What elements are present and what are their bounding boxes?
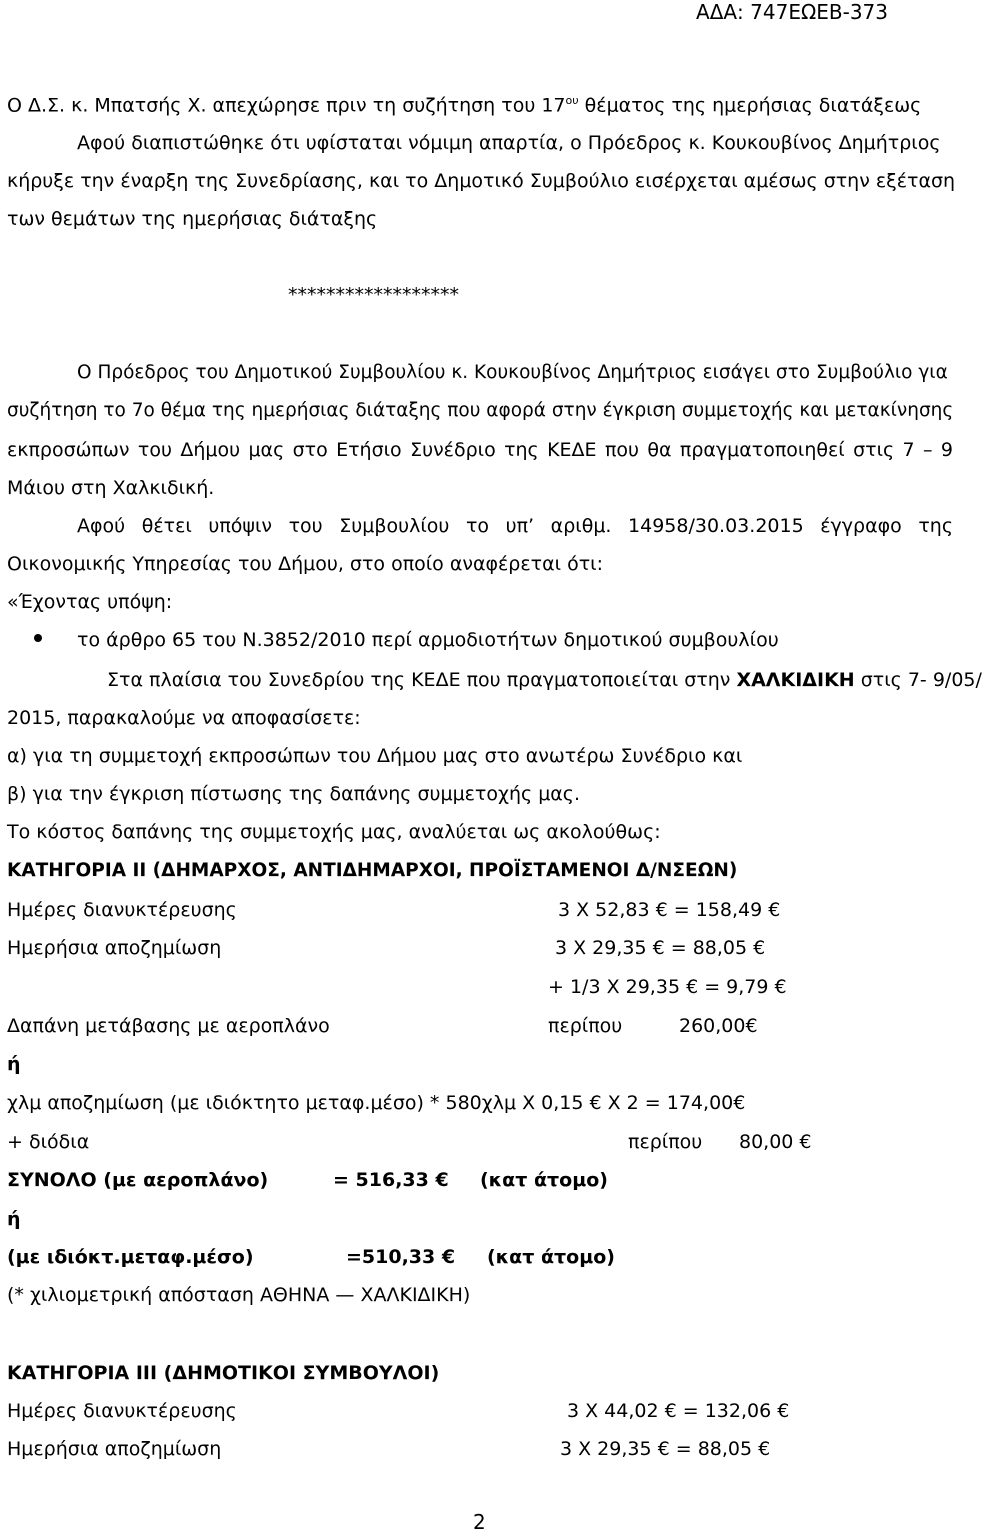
body-p3-post: στις 7- 9/05/ — [854, 669, 982, 691]
body-p1-line-3: εκπροσώπων του Δήμου μας στο Ετήσιο Συνέδριο της ΚΕΔΕ που θα πραγματοποιηθεί στις 7 – 9 — [7, 439, 953, 461]
cat2-footnote: (* χιλιομετρική απόσταση ΑΘΗΝΑ — ΧΑΛΚΙΔΙΚΗ) — [7, 1284, 471, 1306]
body-p3-pre: Στα πλαίσια του Συνεδρίου της ΚΕΔΕ που πραγματοποιείται στην — [107, 669, 737, 691]
bullet-text: το άρθρο 65 του Ν.3852/2010 περί αρμοδιοτήτων δημοτικού συμβουλίου — [77, 629, 779, 651]
cat2-row3-value: + 1/3 Χ 29,35 € = 9,79 € — [548, 976, 787, 998]
considering-label: «Έχοντας υπόψη: — [7, 591, 173, 613]
cat2-row4-label: Δαπάνη μετάβασης με αεροπλάνο — [7, 1015, 330, 1037]
intro-line-2: Αφού διαπιστώθηκε ότι υφίσταται νόμιμη απαρτία, ο Πρόεδρος κ. Κουκουβίνος Δημήτριος — [77, 132, 941, 154]
cat2-total2-label: (με ιδιόκτ.μεταφ.μέσο) — [7, 1246, 254, 1268]
cat2-row2-value: 3 Χ 29,35 € = 88,05 € — [555, 937, 766, 959]
cat3-row1-label: Ημέρες διανυκτέρευσης — [7, 1400, 237, 1422]
body-p3-line-1 — [107, 668, 982, 692]
cat2-or-1: ή — [7, 1053, 21, 1075]
ada-code: ΑΔΑ: 747ΕΩΕΒ-373 — [696, 0, 888, 24]
cat2-total1-note: (κατ άτομο) — [480, 1169, 608, 1191]
intro-line-1 — [7, 89, 921, 117]
cat2-row6-mid: περίπου — [628, 1131, 703, 1153]
cat2-row4-mid: περίπου — [548, 1015, 623, 1037]
body-p1-line-4: Μάιου στη Χαλκιδική. — [7, 477, 215, 499]
body-p2-line-1: Αφού θέτει υπόψιν του Συμβουλίου το υπ’ αριθμ. 14958/30.03.2015 έγγραφο της — [77, 515, 953, 537]
item-a: α) για τη συμμετοχή εκπροσώπων του Δήμου μας στο ανωτέρω Συνέδριο και — [7, 745, 743, 767]
cat2-total2-value: =510,33 € — [346, 1246, 456, 1268]
item-b: β) για την έγκριση πίστωσης της δαπάνης συμμετοχής μας. — [7, 783, 580, 805]
cat2-total1-label: ΣΥΝΟΛΟ (με αεροπλάνο) — [7, 1169, 269, 1191]
body-p2-line-2: Οικονομικής Υπηρεσίας του Δήμου, στο οποίο αναφέρεται ότι: — [7, 553, 603, 575]
intro-line-1-suffix: θέματος της ημερήσιας διατάξεως — [578, 94, 922, 117]
cat2-row2-label: Ημερήσια αποζημίωση — [7, 937, 222, 959]
cat2-or-2: ή — [7, 1208, 21, 1230]
cat2-total2-note: (κατ άτομο) — [487, 1246, 615, 1268]
cat2-row1-value: 3 Χ 52,83 € = 158,49 € — [558, 899, 781, 921]
intro-line-3: κήρυξε την έναρξη της Συνεδρίασης, και το Δημοτικό Συμβούλιο εισέρχεται αμέσως στην εξέταση — [7, 170, 956, 192]
body-p3-line-2: 2015, παρακαλούμε να αποφασίσετε: — [7, 707, 361, 729]
cat3-title: ΚΑΤΗΓΟΡΙΑ ΙΙΙ (ΔΗΜΟΤΙΚΟΙ ΣΥΜΒΟΥΛΟΙ) — [7, 1362, 440, 1384]
intro-line-4: των θεμάτων της ημερήσιας διάταξης — [7, 208, 378, 230]
cat2-total1-value: = 516,33 € — [333, 1169, 449, 1191]
asterisk-separator: ****************** — [288, 284, 459, 306]
cat3-row2-label: Ημερήσια αποζημίωση — [7, 1438, 222, 1460]
cat2-row4-value: 260,00€ — [679, 1015, 758, 1037]
cat2-title: ΚΑΤΗΓΟΡΙΑ ΙΙ (ΔΗΜΑΡΧΟΣ, ΑΝΤΙΔΗΜΑΡΧΟΙ, ΠΡΟΪΣΤΑΜΕΝΟΙ Δ/ΝΣΕΩΝ) — [7, 860, 738, 881]
cat2-row5: χλμ αποζημίωση (με ιδιόκτητο μεταφ.μέσο) * 580χλμ Χ 0,15 € Χ 2 = 174,00€ — [7, 1092, 746, 1114]
cost-intro: Το κόστος δαπάνης της συμμετοχής μας, αναλύεται ως ακολούθως: — [7, 821, 661, 843]
page-number: 2 — [473, 1510, 486, 1534]
bullet-dot — [34, 634, 42, 642]
intro-line-1-prefix: Ο Δ.Σ. κ. Μπατσής Χ. απεχώρησε πριν τη συζήτηση του 17 — [7, 94, 566, 117]
cat2-row6-value: 80,00 € — [739, 1131, 812, 1153]
cat3-row1-value: 3 Χ 44,02 € = 132,06 € — [567, 1400, 790, 1422]
cat3-row2-value: 3 Χ 29,35 € = 88,05 € — [560, 1438, 771, 1460]
body-p1-line-1: Ο Πρόεδρος του Δημοτικού Συμβουλίου κ. Κουκουβίνος Δημήτριος εισάγει στο Συμβούλιο για — [77, 362, 948, 383]
intro-line-1-sup: ου — [565, 94, 579, 107]
cat2-row6-label: + διόδια — [7, 1131, 90, 1153]
body-p3-bold: ΧΑΛΚΙΔΙΚΗ — [736, 669, 855, 691]
body-p1-line-2: συζήτηση το 7ο θέμα της ημερήσιας διάταξης που αφορά στην έγκριση συμμετοχής και μετακίνησης — [7, 400, 954, 421]
cat2-row1-label: Ημέρες διανυκτέρευσης — [7, 899, 237, 921]
